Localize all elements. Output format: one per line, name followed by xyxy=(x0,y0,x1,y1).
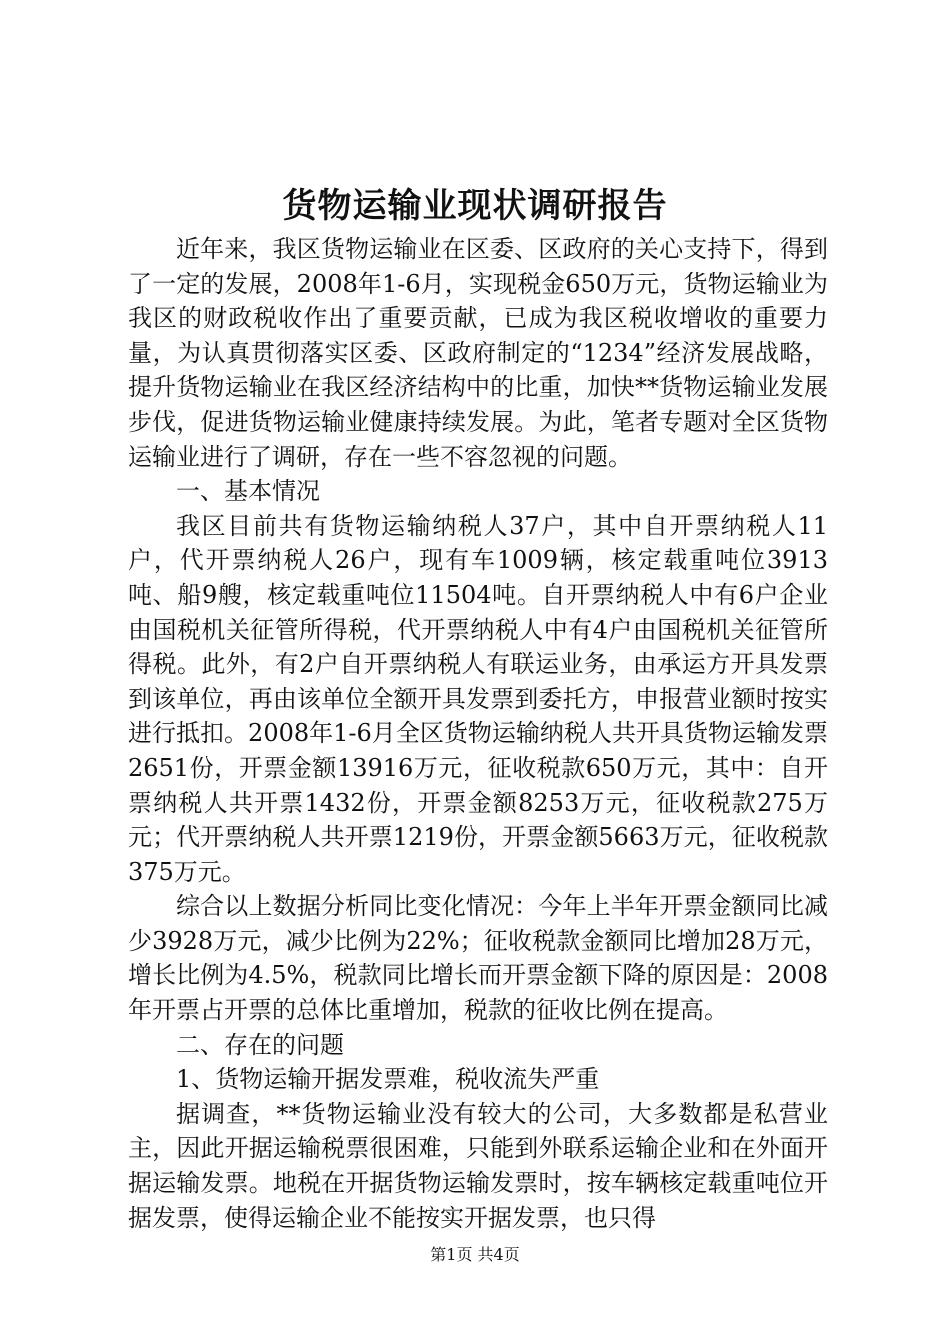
basic-situation-paragraph: 我区目前共有货物运输纳税人37户，其中自开票纳税人11户，代开票纳税人26户，现有车1009辆，核定载重吨位3913吨、船9艘，核定载重吨位11504吨。自开票纳税人中有6户企业由国税机关征管所得税，代开票纳税人中有4户由国税机关征管所得税。此外，有2户自开票纳税人有联运业务，由承运方开具发票到该单位，再由该单位全额开具发票到委托方，申报营业额时按实进行抵扣。2008年1-6月全区货物运输纳税人共开具货物运输发票2651份，开票金额13916万元，征收税款650万元，其中：自开票纳税人共开票1432份，开票金额8253万元，征收税款275万元；代开票纳税人共开票1219份，开票金额5663万元，征收税款375万元。 xyxy=(128,511,828,886)
subheading-invoice-difficulty: 1、货物运输开据发票难，税收流失严重 xyxy=(176,1065,600,1094)
intro-paragraph: 近年来，我区货物运输业在区委、区政府的关心支持下，得到了一定的发展，2008年1-6月，实现税金650万元，货物运输业为我区的财政税收作出了重要贡献，已成为我区税收增收的重要力量，为认真贯彻落实区委、区政府制定的“1234”经济发展战略，提升货物运输业在我区经济结构中的比重，加快**货物运输业发展步伐，促进货物运输业健康持续发展。为此，笔者专题对全区货物运输业进行了调研，存在一些不容忽视的问题。 xyxy=(128,235,828,471)
page-number: 第1页 共4页 xyxy=(430,1245,520,1264)
problem-paragraph: 据调查，**货物运输业没有较大的公司，大多数都是私营业主，因此开据运输税票很困难，只能到外联系运输企业和在外面开据运输发票。地税在开据货物运输发票时，按车辆核定载重吨位开据发票，使得运输企业不能按实开据发票，也只得 xyxy=(128,1099,828,1232)
document-body xyxy=(128,232,828,1235)
analysis-paragraph: 综合以上数据分析同比变化情况：今年上半年开票金额同比减少3928万元，减少比例为22%；征收税款金额同比增加28万元，增长比例为4.5%，税款同比增长而开票金额下降的原因是：2008年开票占开票的总体比重增加，税款的征收比例在提高。 xyxy=(128,892,828,1025)
document-title: 货物运输业现状调研报告 xyxy=(282,186,668,226)
section-heading-problems: 二、存在的问题 xyxy=(176,1030,344,1059)
section-heading-basic-situation: 一、基本情况 xyxy=(176,477,320,506)
